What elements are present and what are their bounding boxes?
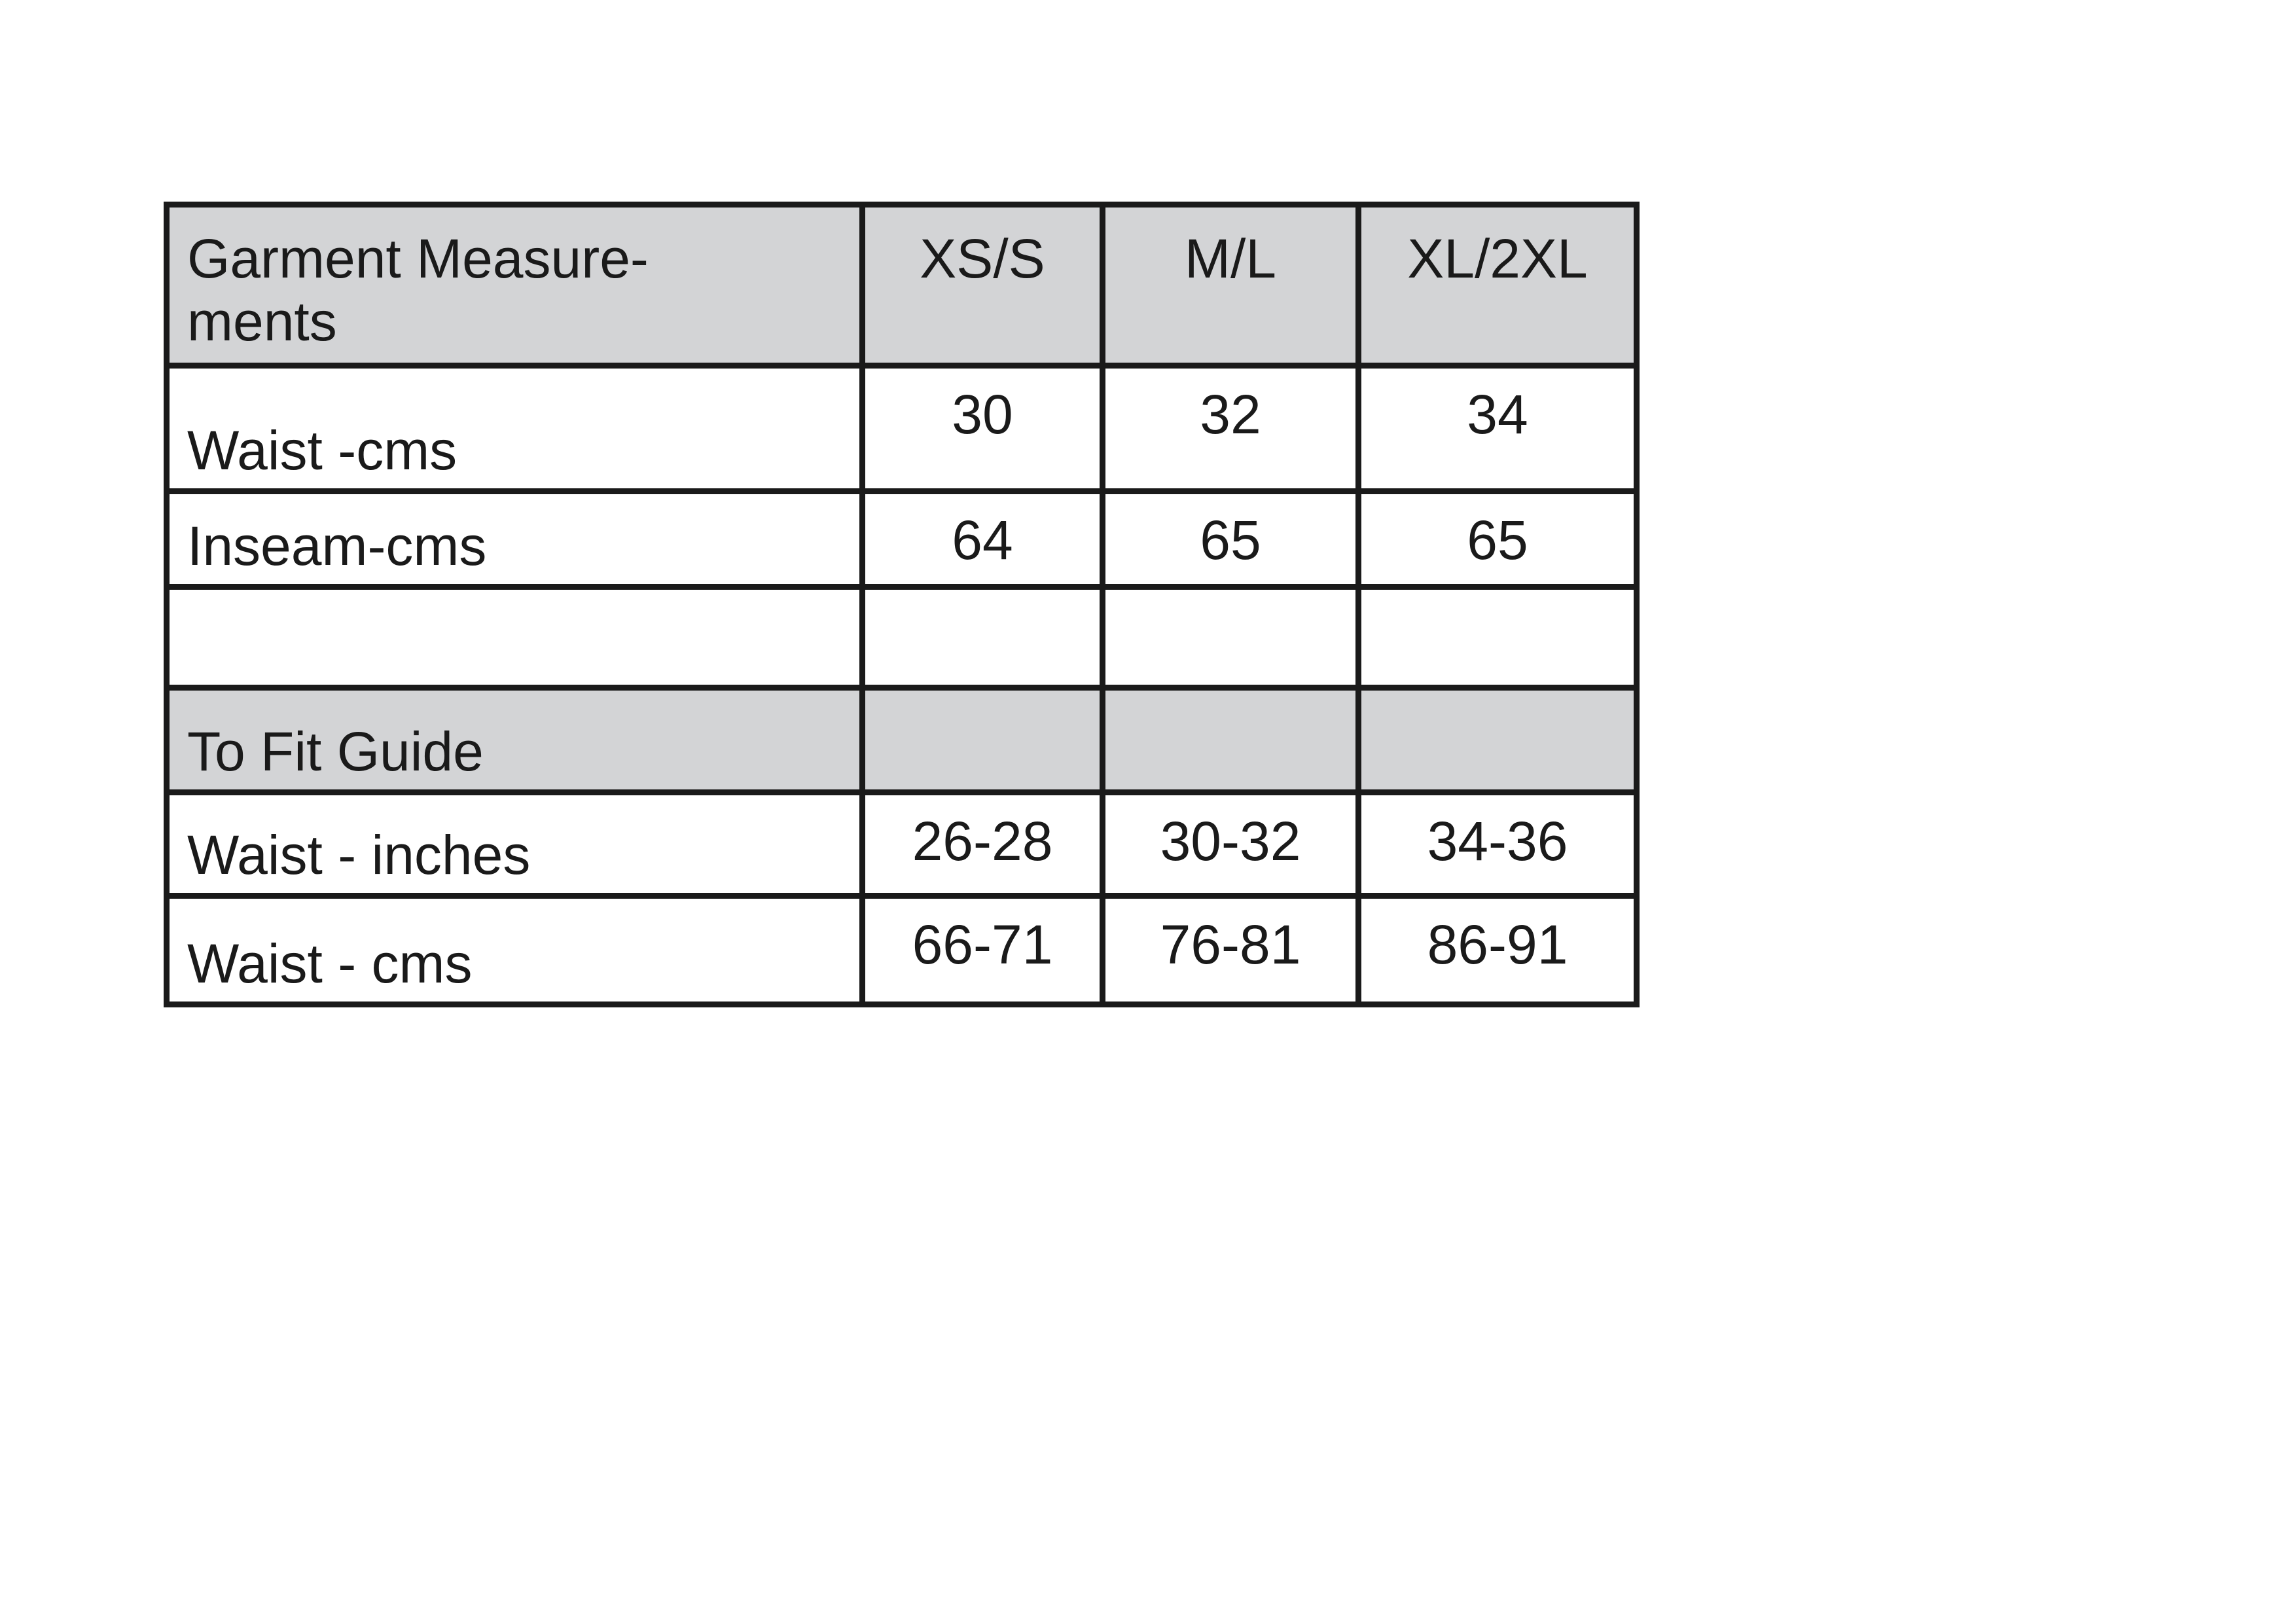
table-row-to-fit-guide bbox=[167, 688, 1637, 793]
header-label bbox=[187, 227, 724, 353]
table-row-waist-cms bbox=[167, 366, 1637, 492]
table-cell bbox=[1359, 688, 1637, 793]
table-cell: 64 bbox=[863, 492, 1103, 587]
table-cell: 30 bbox=[863, 366, 1103, 492]
table-cell: 30-32 bbox=[1103, 793, 1359, 896]
size-header-m-l: M/L bbox=[1103, 205, 1359, 366]
row-label: Inseam-cms bbox=[167, 492, 863, 587]
table-cell: 86-91 bbox=[1359, 896, 1637, 1005]
table-row-empty bbox=[167, 587, 1637, 688]
table-row-waist-cms-fit bbox=[167, 896, 1637, 1005]
table-cell: 76-81 bbox=[1103, 896, 1359, 1005]
size-chart-table bbox=[164, 202, 1640, 1007]
row-label: Waist - cms bbox=[167, 896, 863, 1005]
section-heading: To Fit Guide bbox=[167, 688, 863, 793]
table-cell: 26-28 bbox=[863, 793, 1103, 896]
table-cell bbox=[1359, 587, 1637, 688]
table-cell bbox=[863, 688, 1103, 793]
header-label-line1: Garment Measure- bbox=[187, 228, 649, 289]
size-header-xs-s: XS/S bbox=[863, 205, 1103, 366]
table-header-row bbox=[167, 205, 1637, 366]
table-row-inseam-cms bbox=[167, 492, 1637, 587]
table-cell: 32 bbox=[1103, 366, 1359, 492]
size-header-xl-2xl: XL/2XL bbox=[1359, 205, 1637, 366]
header-label-cell bbox=[167, 205, 863, 366]
table-cell: 66-71 bbox=[863, 896, 1103, 1005]
table-row-waist-inches bbox=[167, 793, 1637, 896]
row-label: Waist - inches bbox=[167, 793, 863, 896]
table-cell: 34-36 bbox=[1359, 793, 1637, 896]
table-cell: 34 bbox=[1359, 366, 1637, 492]
table-cell bbox=[1103, 688, 1359, 793]
table-cell: 65 bbox=[1359, 492, 1637, 587]
row-label: Waist -cms bbox=[167, 366, 863, 492]
row-label bbox=[167, 587, 863, 688]
table-cell bbox=[1103, 587, 1359, 688]
table-cell bbox=[863, 587, 1103, 688]
table-cell: 65 bbox=[1103, 492, 1359, 587]
header-label-line2: ments bbox=[187, 291, 337, 352]
